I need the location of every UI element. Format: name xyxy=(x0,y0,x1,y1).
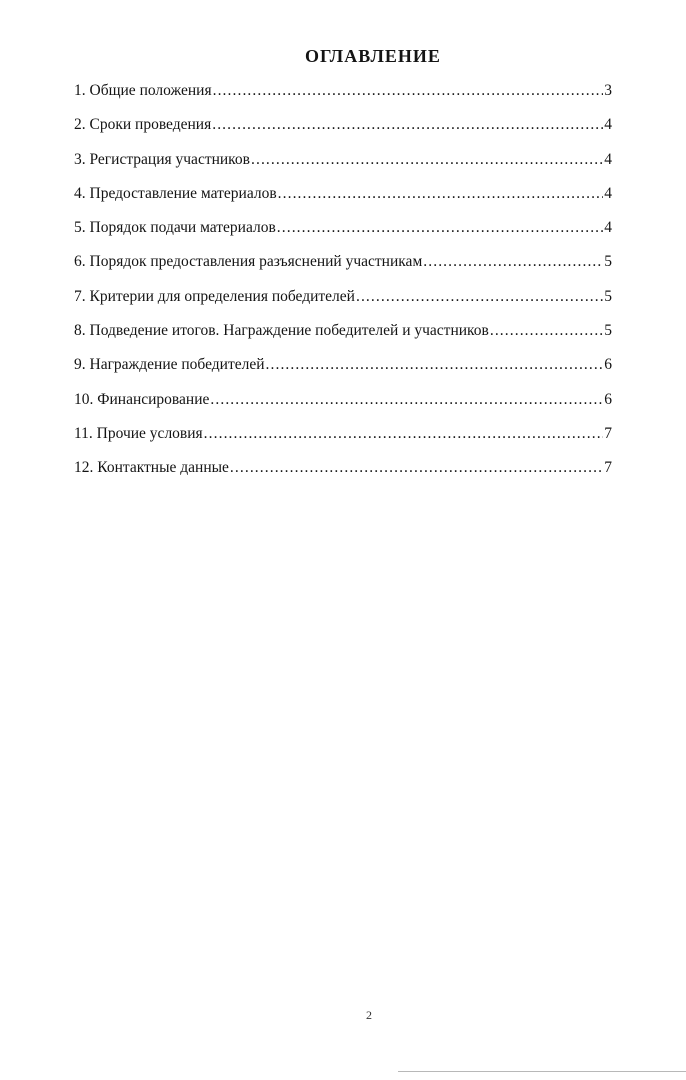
table-of-contents xyxy=(74,80,612,492)
toc-item-text: 5. Порядок подачи материалов xyxy=(74,219,276,237)
toc-item xyxy=(74,354,612,388)
scan-edge-line xyxy=(398,1071,686,1072)
toc-item-text: 10. Финансирование xyxy=(74,390,210,408)
toc-item-page: 5 xyxy=(604,253,612,271)
toc-item xyxy=(74,217,612,251)
toc-leader-dots xyxy=(210,389,603,411)
toc-leader-dots xyxy=(213,80,604,102)
toc-item-text: 1. Общие положения xyxy=(74,82,212,99)
toc-item-page: 6 xyxy=(604,390,612,408)
toc-item-text: 7. Критерии для определения победителей xyxy=(74,287,355,305)
toc-item-page: 4 xyxy=(604,184,612,202)
toc-item-page: 5 xyxy=(604,287,612,305)
toc-item-page: 4 xyxy=(604,116,612,134)
toc-leader-dots xyxy=(230,457,603,479)
toc-item xyxy=(74,423,612,457)
toc-leader-dots xyxy=(423,251,603,273)
page-number: 2 xyxy=(366,1008,372,1022)
toc-leader-dots xyxy=(278,183,604,205)
toc-item-page: 7 xyxy=(604,424,612,442)
toc-item xyxy=(74,389,612,423)
toc-item-page: 5 xyxy=(604,322,612,340)
toc-leader-dots xyxy=(356,286,603,308)
toc-item xyxy=(74,183,612,217)
toc-item-text: 8. Подведение итогов. Награждение победителей и участников xyxy=(74,322,489,340)
toc-item xyxy=(74,149,612,183)
toc-item xyxy=(74,114,612,148)
toc-item xyxy=(74,320,612,354)
toc-item xyxy=(74,286,612,320)
toc-item-text: 12. Контактные данные xyxy=(74,459,229,477)
toc-leader-dots xyxy=(212,114,603,136)
toc-item-page: 4 xyxy=(604,150,612,168)
toc-item-text: 9. Награждение победителей xyxy=(74,356,265,374)
toc-item-page: 7 xyxy=(604,459,612,477)
toc-leader-dots xyxy=(251,149,603,171)
toc-item-page: 3 xyxy=(604,82,612,99)
toc-item-text: 3. Регистрация участников xyxy=(74,150,250,168)
toc-item-text: 2. Сроки проведения xyxy=(74,116,212,134)
toc-item-text: 11. Прочие условия xyxy=(74,424,203,442)
toc-item xyxy=(74,80,612,114)
toc-leader-dots xyxy=(266,354,604,376)
toc-item-text: 4. Предоставление материалов xyxy=(74,184,277,202)
toc-item-text: 6. Порядок предоставления разъяснений участникам xyxy=(74,253,423,271)
toc-item xyxy=(74,251,612,285)
toc-item xyxy=(74,457,612,491)
toc-item-page: 6 xyxy=(604,356,612,374)
toc-leader-dots xyxy=(277,217,603,239)
toc-item-page: 4 xyxy=(604,219,612,237)
toc-leader-dots xyxy=(490,320,603,342)
toc-leader-dots xyxy=(204,423,604,445)
toc-title: ОГЛАВЛЕНИЕ xyxy=(305,46,441,66)
